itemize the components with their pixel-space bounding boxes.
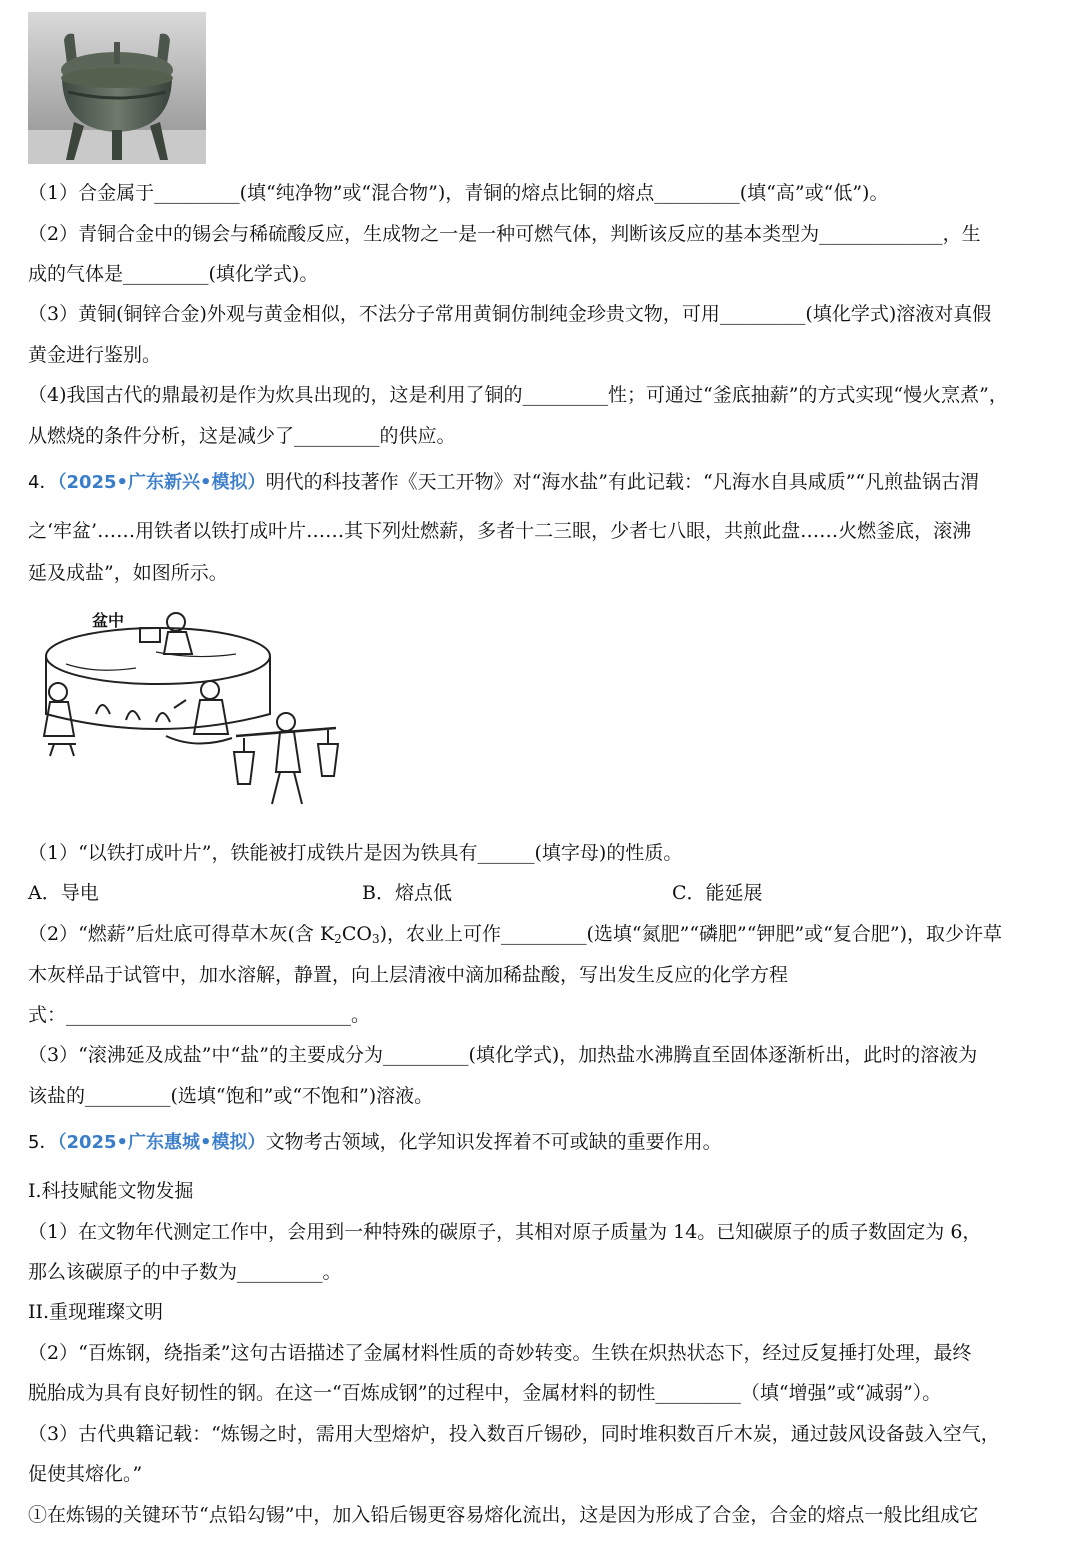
q5-number: 5． bbox=[28, 1132, 58, 1153]
q5-part3-line1: （3）古代典籍记载：“炼锡之时，需用大型熔炉，投入数百斤锡砂，同时堆积数百斤木炭，通过鼓风设备鼓入空气， bbox=[28, 1423, 1000, 1445]
q5-part2-line2: 脱胎成为具有良好韧性的钢。在这一“百炼成钢”的过程中，金属材料的韧性_________（填“增强”或“减弱”）。 bbox=[28, 1382, 942, 1404]
q4-source-tag: （2025•广东新兴•模拟） bbox=[57, 472, 266, 493]
q5-intro: 文物考古领域，化学知识发挥着不可或缺的重要作用。 bbox=[265, 1131, 722, 1153]
q4-part1: （1）“以铁打成叶片”，铁能被打成铁片是因为铁具有______(填字母)的性质。 bbox=[28, 842, 683, 864]
q4-option-c: C．能延展 bbox=[672, 882, 763, 904]
q4-option-b: B．熔点低 bbox=[362, 882, 452, 904]
q5-part4-line1: ①在炼锡的关键环节“点铅勾锡”中，加入铅后锡更容易熔化流出，这是因为形成了合金，合金的熔点一般比组成它 bbox=[28, 1504, 979, 1526]
q5-part1-line1: （1）在文物年代测定工作中，会用到一种特殊的碳原子，其相对原子质量为 14。已知碳原子的质子数固定为 6， bbox=[28, 1221, 982, 1243]
q3-part4-line2: 从燃烧的条件分析，这是减少了_________的供应。 bbox=[28, 425, 456, 447]
q4-header bbox=[28, 469, 1070, 496]
q5-part3-line2: 促使其熔化。” bbox=[28, 1463, 143, 1485]
bronze-ding-photo bbox=[28, 12, 206, 164]
q5-part2-line1: （2）“百炼钢，绕指柔”这句古语描述了金属材料性质的奇妙转变。生铁在炽热状态下，经过反复捶打处理，最终 bbox=[28, 1342, 972, 1364]
q4-part2-text-c: )，农业上可作_________(选填“氮肥”“磷肥”“钾肥”或“复合肥”)，取少许草 bbox=[379, 923, 1003, 945]
q4-part2-text-a: （2）“燃薪”后灶底可得草木灰(含 K bbox=[28, 923, 335, 945]
q3-part3-line2: 黄金进行鉴别。 bbox=[28, 344, 162, 366]
q5-header bbox=[28, 1129, 1070, 1156]
salt-pan-label: 盆中 bbox=[92, 611, 125, 630]
q3-part4-line1: （4)我国古代的鼎最初是作为炊具出现的，这是利用了铜的_________性；可通过“釜底抽薪”的方式实现“慢火烹煮”， bbox=[28, 384, 1008, 406]
q3-part2-line1: （2）青铜合金中的锡会与稀硫酸反应，生成物之一是一种可燃气体，判断该反应的基本类型为_____________，生 bbox=[28, 223, 981, 245]
q3-part1: （1）合金属于_________(填“纯净物”或“混合物”)，青铜的熔点比铜的熔点_________(填“高”或“低”)。 bbox=[28, 182, 889, 204]
q4-part2-text-b: CO bbox=[341, 923, 372, 945]
q4-part2-sub1: 2 bbox=[334, 932, 342, 946]
q4-intro-line3: 延及成盐”，如图所示。 bbox=[28, 562, 228, 584]
salt-boiling-illustration bbox=[36, 604, 346, 818]
q5-source-tag: （2025•广东惠城•模拟） bbox=[57, 1132, 266, 1153]
q3-part2-line2: 成的气体是_________(填化学式)。 bbox=[28, 263, 319, 285]
q4-part2-line3: 式：______________________________。 bbox=[28, 1004, 371, 1026]
q4-part2-line1 bbox=[28, 921, 1070, 952]
q4-part2-line2: 木灰样品于试管中，加水溶解，静置，向上层清液中滴加稀盐酸，写出发生反应的化学方程 bbox=[28, 964, 789, 986]
q5-section2-heading: II.重现璀璨文明 bbox=[28, 1301, 164, 1323]
q4-intro-line1: 明代的科技著作《天工开物》对“海水盐”有此记载：“凡海水自具咸质”“凡煎盐锅古渭 bbox=[265, 471, 980, 493]
q4-part2-sub2: 3 bbox=[371, 932, 380, 946]
q5-part1-line2: 那么该碳原子的中子数为_________。 bbox=[28, 1261, 342, 1283]
q4-number: 4． bbox=[28, 472, 58, 493]
q4-part3-line1: （3）“滚沸延及成盐”中“盐”的主要成分为_________(填化学式)，加热盐水沸腾直至固体逐渐析出，此时的溶液为 bbox=[28, 1044, 978, 1066]
q4-option-a: A．导电 bbox=[28, 882, 99, 904]
q5-section1-heading: I.科技赋能文物发掘 bbox=[28, 1180, 194, 1202]
q4-part3-line2: 该盐的_________(选填“饱和”或“不饱和”)溶液。 bbox=[28, 1085, 434, 1107]
q3-part3-line1: （3）黄铜(铜锌合金)外观与黄金相似，不法分子常用黄铜仿制纯金珍贵文物，可用_________(填化学式)溶液对真假 bbox=[28, 303, 992, 325]
q4-intro-line2: 之‘牢盆’……用铁者以铁打成叶片……其下列灶燃薪，多者十二三眼，少者七八眼，共煎此盘……火燃釜底，滚沸 bbox=[28, 520, 972, 542]
